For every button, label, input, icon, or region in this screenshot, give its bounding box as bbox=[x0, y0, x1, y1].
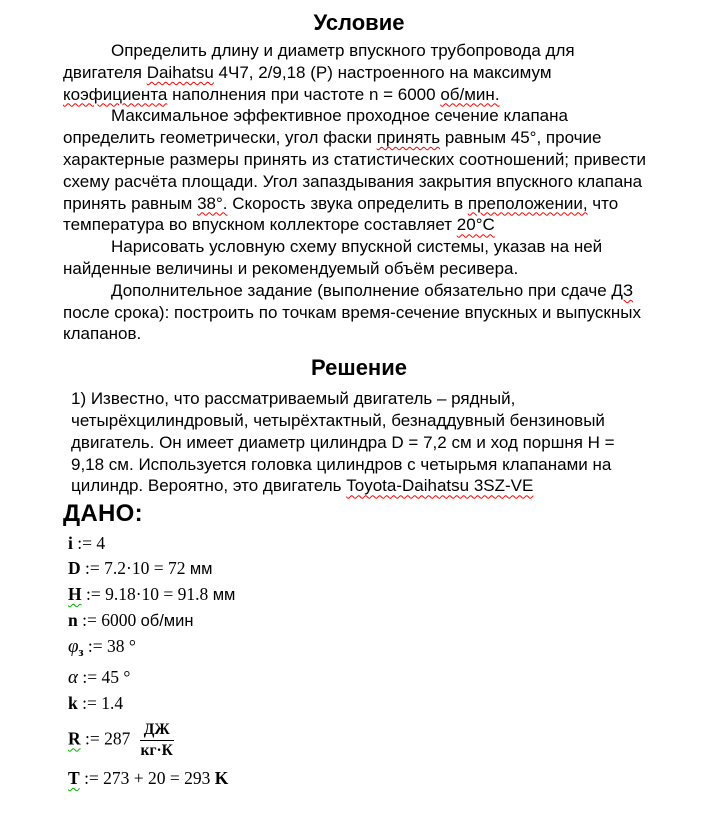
fraction-denominator: кг·К bbox=[140, 741, 173, 759]
text-segment: φ bbox=[68, 636, 79, 658]
condition-section bbox=[63, 40, 653, 345]
misspelled-word: об/мин. bbox=[440, 84, 500, 104]
math-line-D bbox=[68, 558, 718, 579]
text-segment: := 38 ° bbox=[83, 636, 136, 657]
solution-title: Решение bbox=[311, 355, 407, 381]
text-segment: n bbox=[68, 610, 78, 631]
misspelled-word: ДЗ bbox=[611, 280, 634, 300]
solution-paragraph-1 bbox=[71, 388, 651, 497]
text-segment: наполнения при частоте n = 6000 bbox=[167, 84, 441, 104]
text-segment: := 1.4 bbox=[77, 693, 124, 714]
text-segment: Максимальное эффективное проходное сечение клапана определить геометрически, угол фаски bbox=[63, 106, 568, 148]
text-segment: Скорость звука определить в bbox=[227, 193, 468, 213]
math-line-H bbox=[68, 584, 718, 605]
math-line-k bbox=[68, 693, 718, 713]
text-segment: k bbox=[68, 693, 78, 714]
text-segment: 4Ч7, 2/9,18 (Р) настроенного на максимум bbox=[213, 62, 552, 82]
misspelled-word: Daihatsu bbox=[146, 62, 214, 82]
text-segment: := 6000 bbox=[77, 610, 141, 631]
text-segment: := 4 bbox=[72, 533, 106, 554]
math-line-phi-z bbox=[68, 636, 718, 662]
condition-paragraph-3 bbox=[63, 236, 653, 280]
fraction-numerator: ДЖ bbox=[140, 721, 174, 741]
redefined-variable: H bbox=[68, 584, 82, 605]
misspelled-word: коэфициента bbox=[63, 84, 168, 104]
solution-section bbox=[71, 388, 651, 497]
text-segment: равным 45°, прочие характерные размеры принять из статистических соотношений; привести схему расчёта площади. Угол запаздывания закрытия впускного клапана принять равным bbox=[63, 128, 646, 213]
text-segment: := 45 ° bbox=[77, 667, 131, 688]
text-segment: := 7.2·10 = 72 bbox=[80, 558, 190, 579]
given-math-region bbox=[0, 533, 718, 788]
text-segment: Дополнительное задание (выполнение обязательно при сдаче bbox=[111, 280, 612, 300]
text-segment: мм bbox=[212, 586, 236, 605]
text-segment: мм bbox=[189, 560, 213, 579]
math-line-n bbox=[68, 610, 718, 631]
text-segment: := 273 + 20 = 293 bbox=[79, 767, 215, 788]
text-segment: об/мин bbox=[140, 612, 194, 631]
condition-paragraph-4 bbox=[63, 280, 653, 345]
misspelled-word: Toyota-Daihatsu 3SZ-VE bbox=[346, 476, 534, 496]
given-heading: ДАНО: bbox=[63, 500, 143, 528]
math-line-i bbox=[68, 533, 718, 553]
text-segment: Определить длину и диаметр впускного трубопровода для двигателя bbox=[63, 41, 575, 82]
text-segment: з bbox=[78, 645, 84, 660]
misspelled-word: принять bbox=[376, 128, 441, 148]
text-segment: 1) Известно, что рассматриваемый двигатель – рядный, четырёхцилиндровый, четырёхтактный, безнаддувный бензиновый двигатель. Он имеет диаметр цилиндра D = 7,2 см и ход поршня H = 9,18 см. Используется головка цилиндров с четырьмя клапанами на цилиндр. Вероятно, это двигатель bbox=[71, 389, 615, 496]
math-line-alpha bbox=[68, 667, 718, 688]
text-segment: Нарисовать условную схему впускной системы, указав на ней найденные величины и рекомендуемый объём ресивера. bbox=[63, 237, 603, 278]
misspelled-word: 38°. bbox=[197, 193, 228, 213]
text-segment: что температура во впускном коллекторе составляет bbox=[63, 193, 619, 235]
condition-paragraph-1 bbox=[63, 40, 653, 105]
text-segment: := 9.18·10 = 91.8 bbox=[81, 584, 213, 605]
misspelled-word: 20°С bbox=[456, 215, 495, 235]
text-segment: K bbox=[214, 767, 229, 788]
math-line-T bbox=[68, 768, 718, 788]
condition-title: Условие bbox=[313, 10, 405, 35]
misspelled-word: преположении, bbox=[467, 193, 588, 213]
text-segment: после срока): построить по точкам время-сечение впускных и выпускных клапанов. bbox=[63, 302, 641, 344]
text-segment: α bbox=[68, 667, 78, 689]
text-segment: := 287 bbox=[80, 728, 135, 749]
text-segment: D bbox=[68, 558, 81, 579]
math-line-R bbox=[68, 721, 718, 760]
unit-fraction bbox=[140, 721, 174, 760]
condition-paragraph-2 bbox=[63, 105, 653, 236]
redefined-variable: R bbox=[68, 728, 81, 749]
redefined-variable: T bbox=[68, 767, 80, 788]
text-segment: i bbox=[68, 533, 73, 554]
